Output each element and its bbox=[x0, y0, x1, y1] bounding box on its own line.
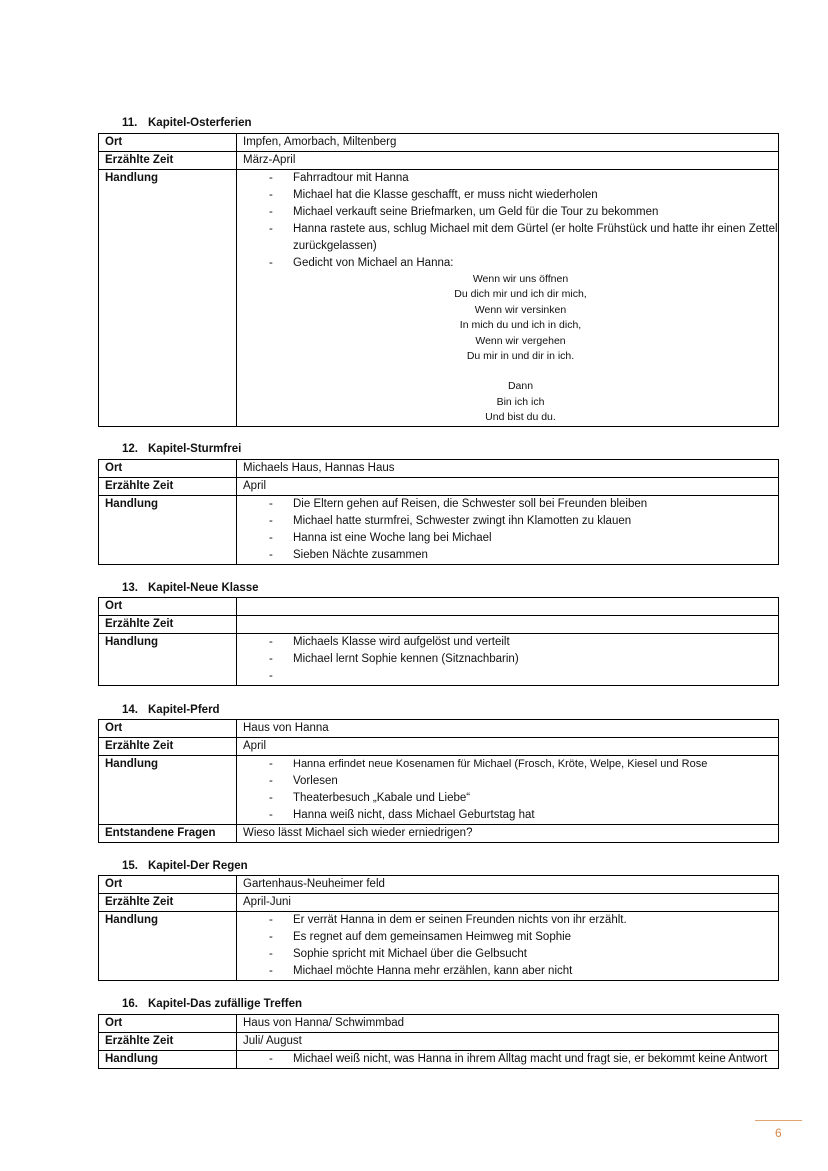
dash-marker: - bbox=[269, 532, 273, 544]
row-ort bbox=[99, 720, 779, 738]
row-handlung bbox=[99, 496, 779, 565]
label-zeit: Erzählte Zeit bbox=[99, 152, 237, 170]
value-ort: Gartenhaus-Neuheimer feld bbox=[237, 876, 779, 894]
list-item bbox=[243, 651, 778, 668]
chapter-heading bbox=[122, 443, 241, 455]
row-zeit bbox=[99, 152, 779, 170]
footer-divider bbox=[755, 1120, 802, 1121]
dash-marker: - bbox=[269, 653, 273, 665]
list-item bbox=[243, 1051, 778, 1068]
list-item-text: Michael lernt Sophie kennen (Sitznachbarin) bbox=[293, 653, 519, 665]
list-item bbox=[243, 790, 778, 807]
value-handlung bbox=[237, 1051, 779, 1069]
value-zeit: April bbox=[237, 738, 779, 756]
list-item bbox=[243, 204, 778, 221]
list-item-text: Vorlesen bbox=[293, 775, 338, 787]
list-item bbox=[243, 929, 778, 946]
label-handlung: Handlung bbox=[99, 912, 237, 981]
chapter-title: Kapitel-Sturmfrei bbox=[148, 443, 242, 455]
list-item bbox=[243, 255, 778, 272]
list-item bbox=[243, 513, 778, 530]
label-handlung: Handlung bbox=[99, 496, 237, 565]
label-ort: Ort bbox=[99, 598, 237, 616]
dash-marker: - bbox=[269, 172, 273, 184]
row-handlung bbox=[99, 756, 779, 825]
row-zeit bbox=[99, 1033, 779, 1051]
chapter-table bbox=[98, 875, 779, 981]
value-handlung bbox=[237, 634, 779, 686]
row-handlung bbox=[99, 1051, 779, 1069]
value-zeit: April-Juni bbox=[237, 894, 779, 912]
row-ort bbox=[99, 460, 779, 478]
chapter-table bbox=[98, 459, 779, 565]
list-item-text: Hanna weiß nicht, dass Michael Geburtstag hat bbox=[293, 809, 535, 821]
chapter-table bbox=[98, 719, 779, 843]
handlung-list bbox=[243, 1051, 778, 1068]
value-ort: Impfen, Amorbach, Miltenberg bbox=[237, 134, 779, 152]
poem bbox=[243, 272, 778, 426]
list-item bbox=[243, 756, 778, 773]
list-item bbox=[243, 963, 778, 980]
list-item bbox=[243, 807, 778, 824]
poem-line: In mich du und ich in dich, bbox=[459, 319, 582, 332]
value-handlung bbox=[237, 912, 779, 981]
row-handlung bbox=[99, 912, 779, 981]
chapter-table bbox=[98, 133, 779, 427]
value-ort: Michaels Haus, Hannas Haus bbox=[237, 460, 779, 478]
poem-line: Wenn wir vergehen bbox=[475, 334, 566, 347]
list-item-text: Hanna erfindet neue Kosenamen für Michael (Frosch, Kröte, Welpe, Kiesel und Rose bbox=[293, 758, 708, 770]
dash-marker: - bbox=[269, 931, 273, 943]
chapter-number: 14. bbox=[122, 704, 138, 716]
row-zeit bbox=[99, 478, 779, 496]
list-item-text: Theaterbesuch „Kabale und Liebe“ bbox=[293, 792, 471, 804]
label-ort: Ort bbox=[99, 134, 237, 152]
poem-line: Und bist du du. bbox=[485, 411, 556, 424]
handlung-list bbox=[243, 496, 778, 564]
chapter-heading bbox=[122, 582, 259, 594]
label-fragen: Entstandene Fragen bbox=[99, 825, 237, 843]
label-zeit: Erzählte Zeit bbox=[99, 894, 237, 912]
dash-marker: - bbox=[269, 549, 273, 561]
chapter-table bbox=[98, 597, 779, 686]
row-ort bbox=[99, 598, 779, 616]
dash-marker: - bbox=[269, 257, 273, 269]
chapter-number: 16. bbox=[122, 998, 138, 1010]
list-item-text: Sophie spricht mit Michael über die Gelbsucht bbox=[293, 948, 527, 960]
handlung-list bbox=[243, 756, 778, 824]
label-handlung: Handlung bbox=[99, 170, 237, 427]
dash-marker: - bbox=[269, 206, 273, 218]
label-handlung: Handlung bbox=[99, 634, 237, 686]
list-item-text: Hanna ist eine Woche lang bei Michael bbox=[293, 532, 492, 544]
page-number: 6 bbox=[775, 1126, 782, 1140]
handlung-list bbox=[243, 912, 778, 980]
list-item bbox=[243, 187, 778, 204]
list-item bbox=[243, 496, 778, 513]
poem-stanza-gap bbox=[263, 364, 778, 379]
chapter-number: 15. bbox=[122, 860, 138, 872]
list-item-text: Fahrradtour mit Hanna bbox=[293, 172, 409, 184]
value-handlung bbox=[237, 170, 779, 427]
dash-marker: - bbox=[269, 758, 273, 770]
chapter-heading bbox=[122, 860, 248, 872]
label-zeit: Erzählte Zeit bbox=[99, 616, 237, 634]
dash-marker: - bbox=[269, 965, 273, 977]
list-item-text: Die Eltern gehen auf Reisen, die Schwester soll bei Freunden bleiben bbox=[293, 498, 648, 510]
label-zeit: Erzählte Zeit bbox=[99, 1033, 237, 1051]
poem-line: Wenn wir versinken bbox=[474, 303, 567, 316]
list-item-text: Es regnet auf dem gemeinsamen Heimweg mit Sophie bbox=[293, 931, 572, 943]
dash-marker: - bbox=[269, 775, 273, 787]
list-item-text: Michael hat die Klasse geschafft, er muss nicht wiederholen bbox=[293, 189, 598, 201]
poem-line: Du dich mir und ich dir mich, bbox=[454, 288, 587, 301]
list-item bbox=[243, 912, 778, 929]
dash-marker: - bbox=[269, 670, 273, 682]
row-ort bbox=[99, 876, 779, 894]
chapter-number: 13. bbox=[122, 582, 138, 594]
row-zeit bbox=[99, 616, 779, 634]
dash-marker: - bbox=[269, 1053, 273, 1065]
value-ort: Haus von Hanna bbox=[237, 720, 779, 738]
label-ort: Ort bbox=[99, 876, 237, 894]
chapter-heading bbox=[122, 117, 252, 129]
list-item-text: Sieben Nächte zusammen bbox=[293, 549, 428, 561]
list-item-text: Michael hatte sturmfrei, Schwester zwingt ihn Klamotten zu klauen bbox=[293, 515, 632, 527]
chapter-number: 11. bbox=[122, 117, 138, 129]
dash-marker: - bbox=[269, 809, 273, 821]
poem-line: Wenn wir uns öffnen bbox=[472, 273, 569, 285]
chapter-heading bbox=[122, 998, 302, 1010]
dash-marker: - bbox=[269, 792, 273, 804]
chapter-title: Kapitel-Neue Klasse bbox=[148, 582, 259, 594]
handlung-list bbox=[243, 170, 778, 272]
chapter-title: Kapitel-Pferd bbox=[148, 704, 220, 716]
dash-marker: - bbox=[269, 223, 273, 235]
label-handlung: Handlung bbox=[99, 756, 237, 825]
poem-line: Dann bbox=[507, 380, 534, 393]
value-handlung bbox=[237, 496, 779, 565]
row-ort bbox=[99, 1015, 779, 1033]
label-handlung: Handlung bbox=[99, 1051, 237, 1069]
chapter-title: Kapitel-Der Regen bbox=[148, 860, 248, 872]
value-zeit: Juli/ August bbox=[237, 1033, 779, 1051]
list-item bbox=[243, 773, 778, 790]
list-item bbox=[243, 530, 778, 547]
row-handlung bbox=[99, 634, 779, 686]
list-item-text: Er verrät Hanna in dem er seinen Freunden nichts von ihr erzählt. bbox=[293, 914, 627, 926]
list-item-text: Michael verkauft seine Briefmarken, um Geld für die Tour zu bekommen bbox=[293, 206, 659, 218]
chapter-heading bbox=[122, 704, 220, 716]
list-item-text: Michael weiß nicht, was Hanna in ihrem Alltag macht und fragt sie, er bekommt keine Antwort bbox=[293, 1053, 768, 1065]
row-handlung bbox=[99, 170, 779, 427]
chapter-title: Kapitel-Das zufällige Treffen bbox=[148, 998, 303, 1010]
value-zeit bbox=[237, 616, 779, 634]
value-zeit: März-April bbox=[237, 152, 779, 170]
dash-marker: - bbox=[269, 636, 273, 648]
value-fragen: Wieso lässt Michael sich wieder erniedrigen? bbox=[237, 825, 779, 843]
list-item-text: Michaels Klasse wird aufgelöst und verteilt bbox=[293, 636, 510, 648]
label-zeit: Erzählte Zeit bbox=[99, 738, 237, 756]
row-zeit bbox=[99, 894, 779, 912]
list-item bbox=[243, 946, 778, 963]
chapter-table bbox=[98, 1014, 779, 1069]
list-item bbox=[243, 547, 778, 564]
row-ort bbox=[99, 134, 779, 152]
dash-marker: - bbox=[269, 498, 273, 510]
handlung-list bbox=[243, 634, 778, 685]
list-item-text: Michael möchte Hanna mehr erzählen, kann aber nicht bbox=[293, 965, 573, 977]
list-item bbox=[243, 221, 778, 255]
row-zeit bbox=[99, 738, 779, 756]
value-zeit: April bbox=[237, 478, 779, 496]
value-ort: Haus von Hanna/ Schwimmbad bbox=[237, 1015, 779, 1033]
label-zeit: Erzählte Zeit bbox=[99, 478, 237, 496]
list-item bbox=[243, 634, 778, 651]
chapter-title: Kapitel-Osterferien bbox=[148, 117, 252, 129]
label-ort: Ort bbox=[99, 1015, 237, 1033]
list-item-text: Gedicht von Michael an Hanna: bbox=[293, 257, 454, 269]
dash-marker: - bbox=[269, 515, 273, 527]
chapter-number: 12. bbox=[122, 443, 138, 455]
label-ort: Ort bbox=[99, 720, 237, 738]
value-handlung bbox=[237, 756, 779, 825]
value-ort bbox=[237, 598, 779, 616]
row-fragen bbox=[99, 825, 779, 843]
list-item bbox=[243, 170, 778, 187]
poem-line: Bin ich ich bbox=[496, 395, 545, 408]
list-item-text: Hanna rastete aus, schlug Michael mit dem Gürtel (er holte Frühstück und hatte ihr einen Zettel zurückgelassen) bbox=[293, 223, 778, 252]
label-ort: Ort bbox=[99, 460, 237, 478]
dash-marker: - bbox=[269, 189, 273, 201]
list-item bbox=[243, 668, 778, 685]
dash-marker: - bbox=[269, 914, 273, 926]
dash-marker: - bbox=[269, 948, 273, 960]
poem-line: Du mir in und dir in ich. bbox=[466, 350, 575, 363]
